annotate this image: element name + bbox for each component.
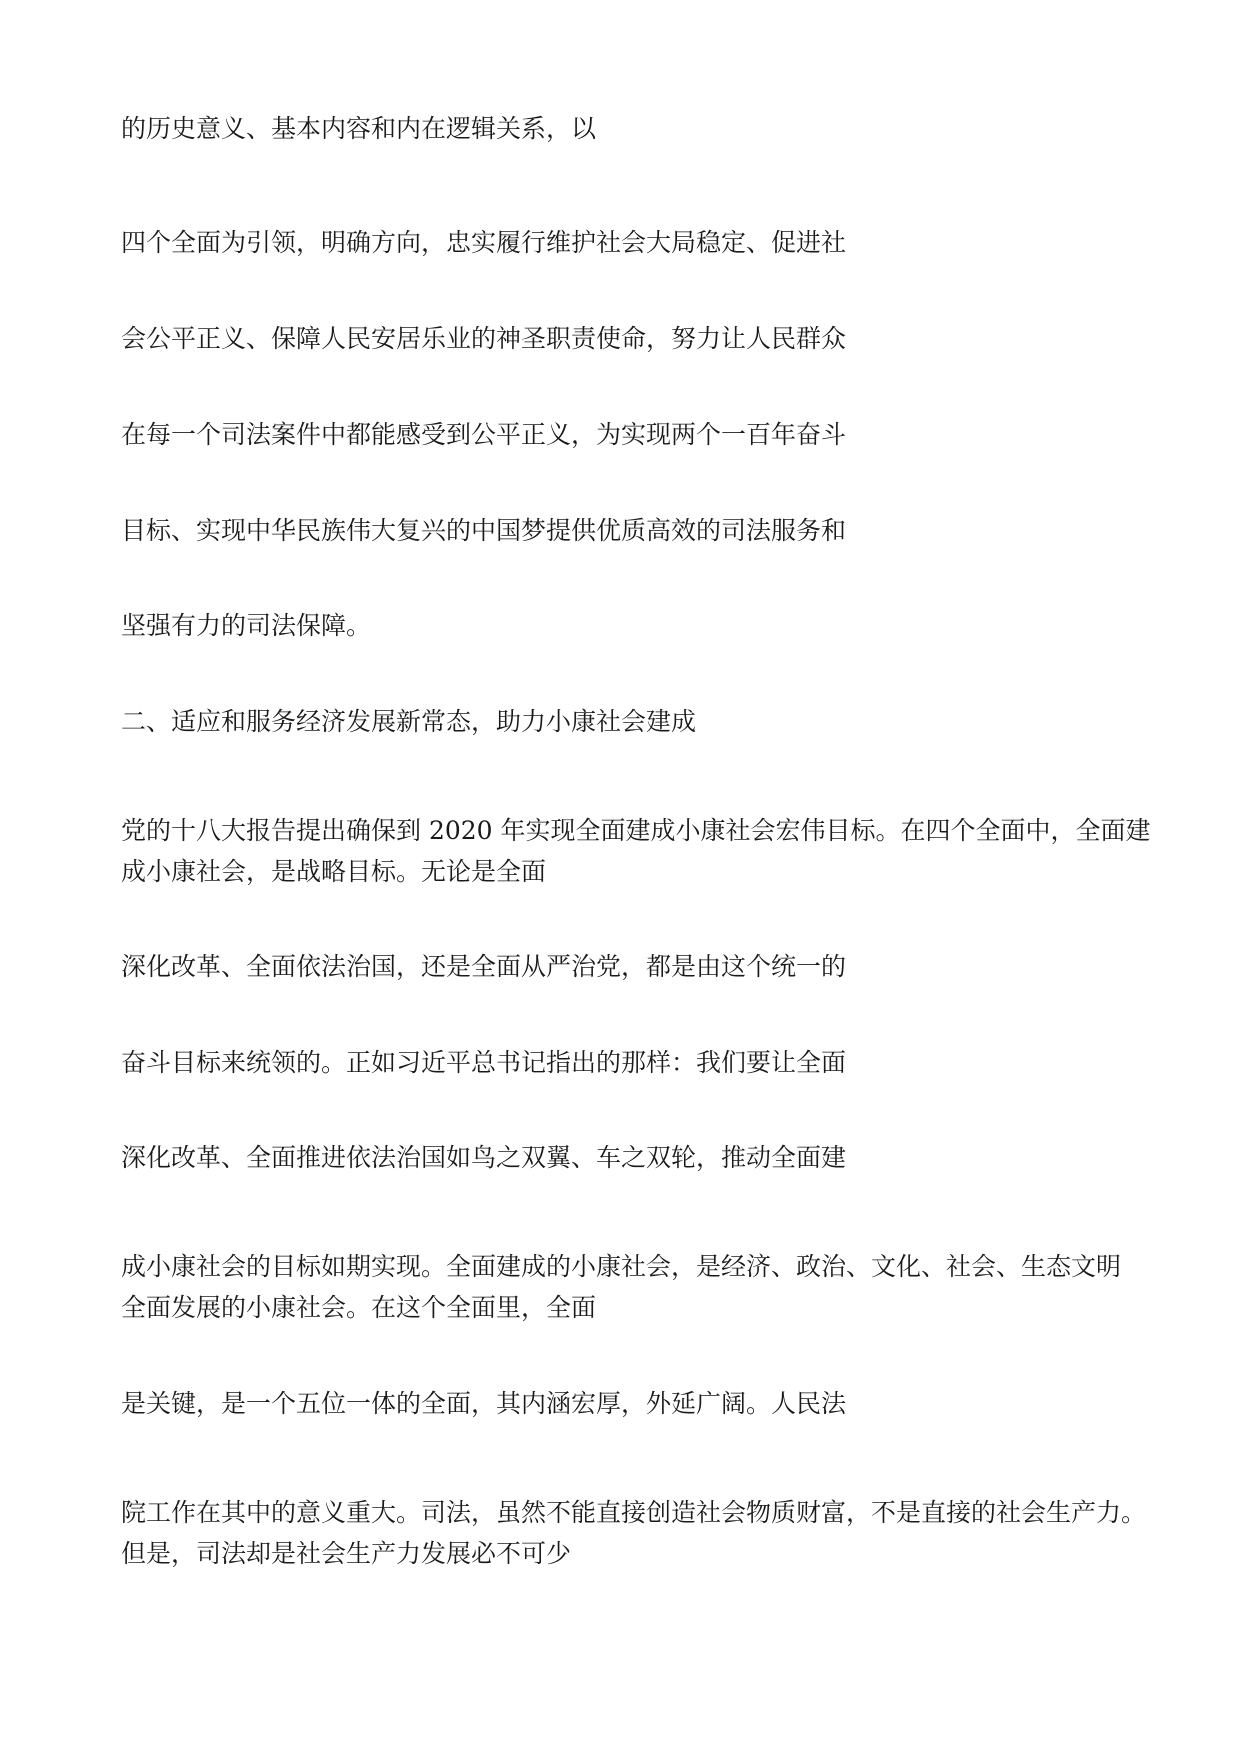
text-line: 会公平正义、保障人民安居乐业的神圣职责使命，努力让人民群众	[121, 324, 847, 353]
text-line: 四个全面为引领，明确方向，忠实履行维护社会大局稳定、促进社	[121, 228, 847, 257]
text-line: 深化改革、全面依法治国，还是全面从严治党，都是由这个统一的	[121, 952, 847, 981]
text-line: 是关键，是一个五位一体的全面，其内涵宏厚，外延广阔。人民法	[121, 1389, 847, 1418]
text-line: 院工作在其中的意义重大。司法，虽然不能直接创造社会物质财富，不是直接的社会生产力。	[121, 1498, 1147, 1527]
text-line: 坚强有力的司法保障。	[121, 611, 372, 640]
text-line: 全面发展的小康社会。在这个全面里，全面	[121, 1293, 597, 1322]
text-line: 的历史意义、基本内容和内在逻辑关系，以	[121, 114, 597, 143]
text-line: 成小康社会，是战略目标。无论是全面	[121, 857, 547, 886]
section-heading: 二、适应和服务经济发展新常态，助力小康社会建成	[121, 707, 697, 736]
text-line: 党的十八大报告提出确保到 2020 年实现全面建成小康社会宏伟目标。在四个全面中，全面建	[121, 816, 1151, 845]
text-line: 在每一个司法案件中都能感受到公平正义，为实现两个一百年奋斗	[121, 420, 847, 449]
text-line: 但是，司法却是社会生产力发展必不可少	[121, 1539, 572, 1568]
text-line: 深化改革、全面推进依法治国如鸟之双翼、车之双轮，推动全面建	[121, 1143, 847, 1172]
text-line: 目标、实现中华民族伟大复兴的中国梦提供优质高效的司法服务和	[121, 516, 847, 545]
text-line: 成小康社会的目标如期实现。全面建成的小康社会，是经济、政治、文化、社会、生态文明	[121, 1252, 1122, 1281]
text-line: 奋斗目标来统领的。正如习近平总书记指出的那样：我们要让全面	[121, 1048, 847, 1077]
